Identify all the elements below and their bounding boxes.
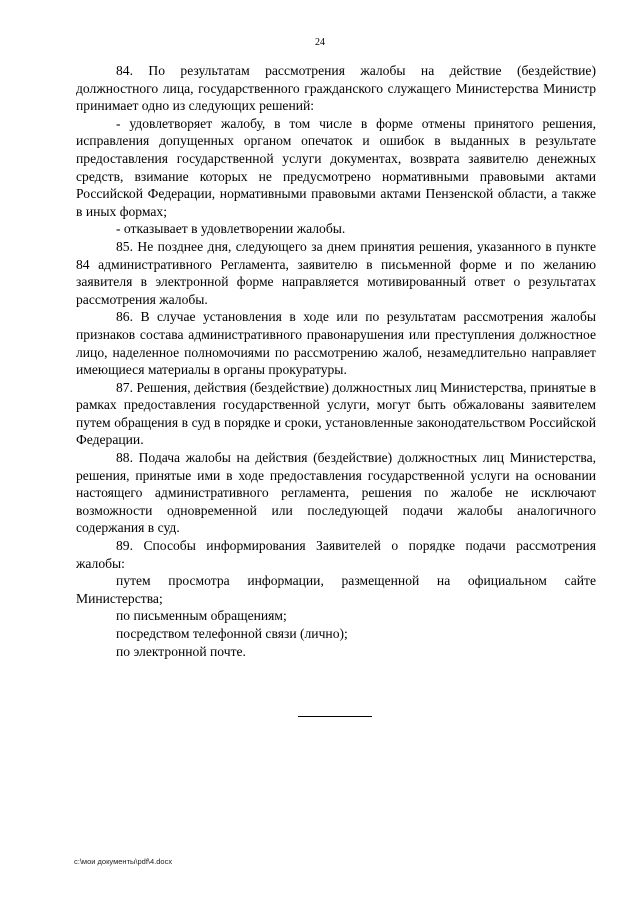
- paragraph-85: 85. Не позднее дня, следующего за днем принятия решения, указанного в пункте 84 административного Регламента, заявителю в письменной форме и по желанию заявителя в электронной форме направляется мотивированный ответ о результатах рассмотрения жалобы.: [76, 238, 596, 307]
- page-number: 24: [315, 37, 325, 48]
- paragraph-89-method-written: по письменным обращениям;: [116, 608, 287, 624]
- paragraph-88: 88. Подача жалобы на действия (бездействие) должностных лиц Министерства, решения, принятые ими в ходе предоставления государственной услуги на основании настоящего административного регламента, решения по жалобе не исключают возможности одновременной или последующей подачи жалобы аналогичного содержания в суд.: [76, 450, 596, 536]
- paragraph-84-option-satisfy: - удовлетворяет жалобу, в том числе в форме отмены принятого решения, исправления допущенных органом опечаток и ошибок в выданных в результате предоставления государственной услуги документах, возврата заявителю денежных средств, взимание которых не предусмотрено нормативными правовыми актами Российской Федерации, нормативными правовыми актами Пензенской области, а также в иных формах;: [76, 115, 596, 219]
- paragraph-84-option-refuse: - отказывает в удовлетворении жалобы.: [116, 221, 346, 237]
- paragraph-84: 84. По результатам рассмотрения жалобы на действие (бездействие) должностного лица, государственного гражданского служащего Министерства Министр принимает одно из следующих решений:: [76, 63, 596, 114]
- end-divider: [298, 716, 372, 717]
- paragraph-89-method-email: по электронной почте.: [116, 643, 246, 659]
- paragraph-89-method-phone: посредством телефонной связи (лично);: [116, 626, 348, 641]
- paragraph-89-method-website: путем просмотра информации, размещенной на официальном сайте Министерства;: [76, 573, 596, 606]
- document-body: [76, 62, 596, 660]
- footer-file-path: c:\мои документы\pdf\4.docx: [74, 857, 173, 866]
- paragraph-87: 87. Решения, действия (бездействие) должностных лиц Министерства, принятые в рамках предоставления государственной услуги, могут быть обжалованы заявителем путем обращения в суд в порядке и сроки, установленные законодательством Российской Федерации.: [76, 379, 596, 448]
- paragraph-89: 89. Способы информирования Заявителей о порядке подачи рассмотрения жалобы:: [76, 538, 596, 571]
- paragraph-86: 86. В случае установления в ходе или по результатам рассмотрения жалобы признаков состава административного правонарушения или преступления должностное лицо, наделенное полномочиями по рассмотрению жалоб, незамедлительно направляет имеющиеся материалы в органы прокуратуры.: [76, 309, 596, 378]
